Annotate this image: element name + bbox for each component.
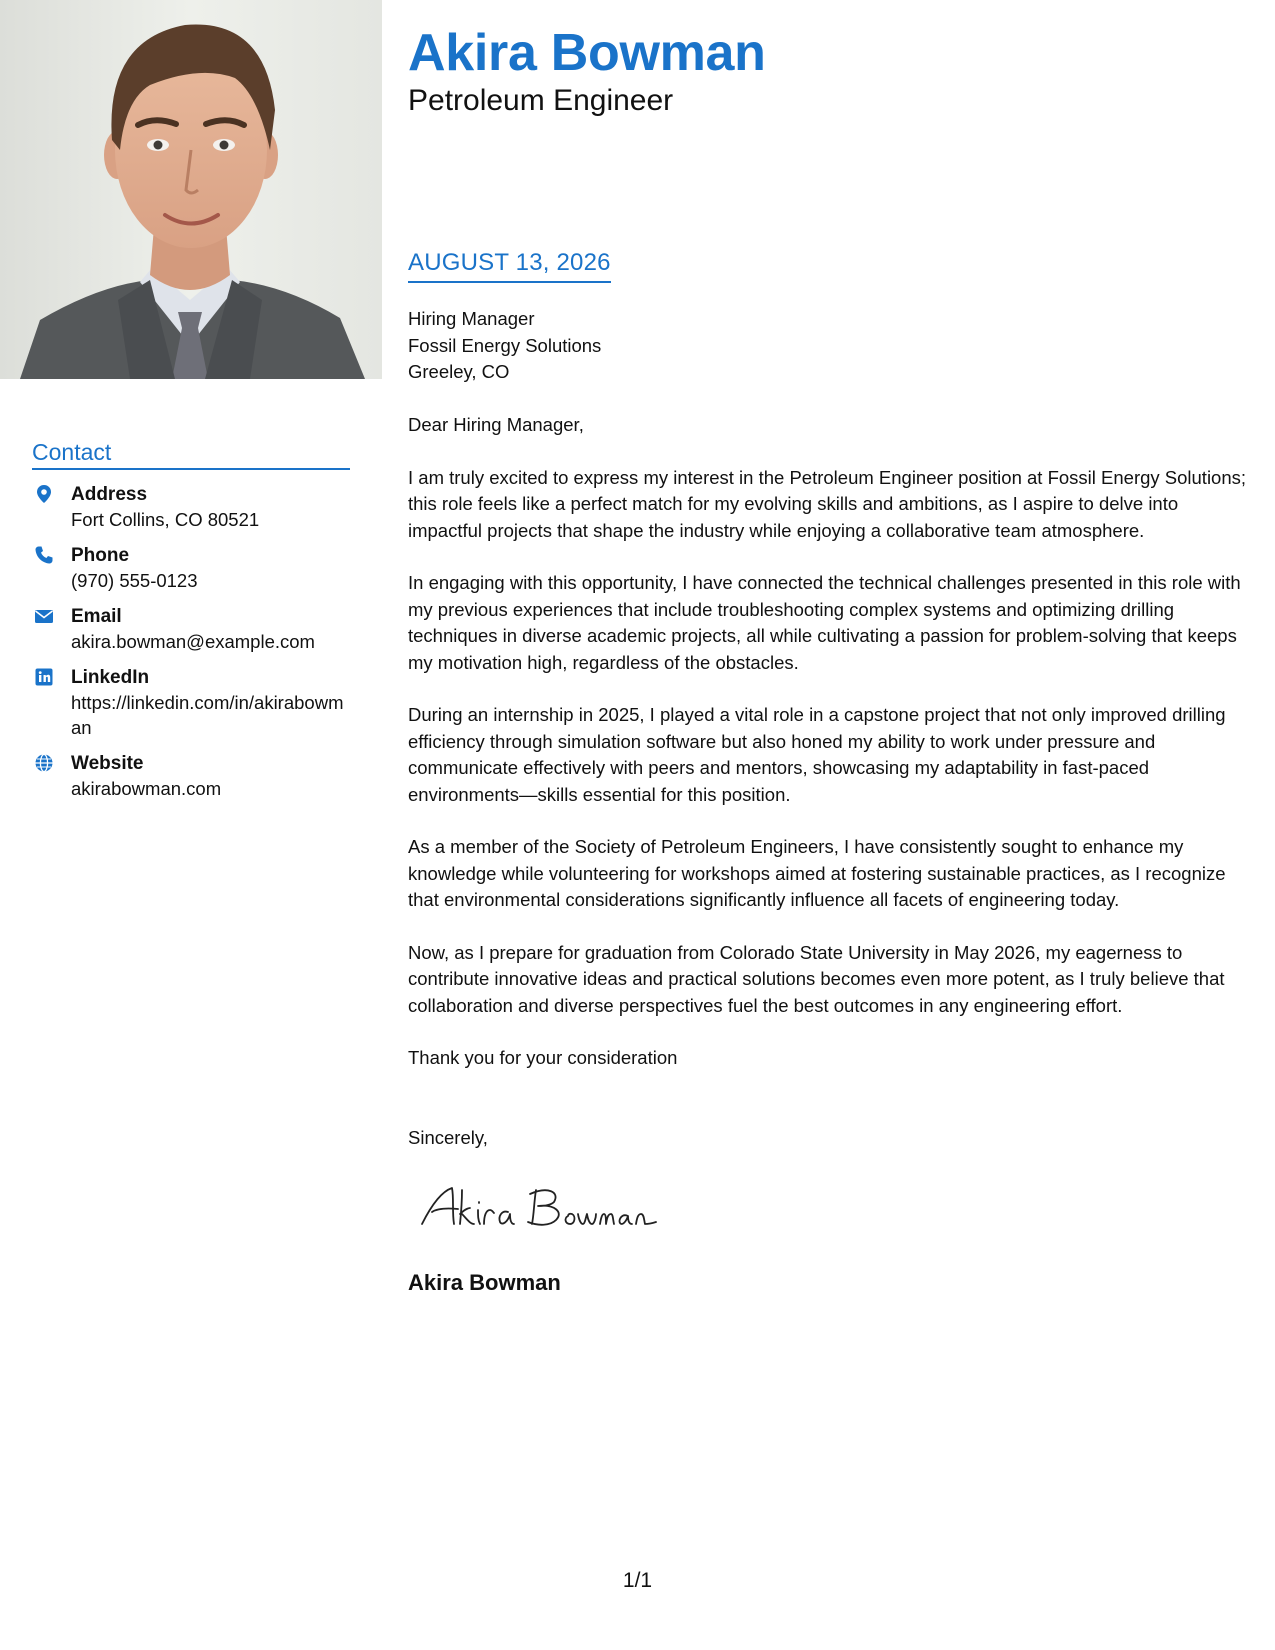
signature-image xyxy=(418,1178,668,1238)
contact-value: (970) 555-0123 xyxy=(71,570,198,591)
contact-label: Phone xyxy=(71,545,130,566)
recipient-company: Fossil Energy Solutions xyxy=(408,334,602,356)
contact-value: akira.bowman@example.com xyxy=(71,631,315,652)
candidate-name: Akira Bowman xyxy=(408,24,766,82)
greeting: Dear Hiring Manager, xyxy=(408,414,584,435)
globe-icon xyxy=(34,753,54,773)
letter-date: AUGUST 13, 2026 xyxy=(408,247,611,283)
recipient-block xyxy=(408,306,601,386)
contact-value[interactable]: https://linkedin.com/in/akirabowman xyxy=(71,692,344,738)
body-paragraph: Now, as I prepare for graduation from Colorado State University in May 2026, my eagerness to contribute innovative ideas and practical solutions becomes even more potent, as I truly believe that collaboration and diverse perspectives fuel the best outcomes in any engineering effort. xyxy=(408,941,1225,1016)
body-paragraph: In engaging with this opportunity, I have connected the technical challenges presented in this role with my previous experiences that include troubleshooting complex systems and optimizing drilling techniques in diverse academic projects, all while cultivating a passion for problem-solving that keeps my motivation high, regardless of the obstacles. xyxy=(408,572,1241,673)
contact-list xyxy=(32,482,352,812)
phone-icon xyxy=(34,545,54,565)
map-pin-icon xyxy=(34,484,54,504)
contact-value: Fort Collins, CO 80521 xyxy=(71,509,260,530)
letter-body xyxy=(408,412,1248,1098)
contact-heading: Contact xyxy=(32,437,350,470)
contact-label: LinkedIn xyxy=(71,667,150,688)
closing: Sincerely, xyxy=(408,1127,488,1148)
job-title: Petroleum Engineer xyxy=(408,84,674,117)
signer-name: Akira Bowman xyxy=(408,1270,561,1295)
contact-linkedin xyxy=(32,665,352,740)
contact-address xyxy=(32,482,352,532)
body-paragraph: As a member of the Society of Petroleum Engineers, I have consistently sought to enhance my knowledge while volunteering for workshops aimed at fostering sustainable practices, as I recognize that environmental considerations significantly influence all facets of engineering today. xyxy=(408,836,1226,910)
contact-label: Website xyxy=(71,753,144,774)
contact-value[interactable]: akirabowman.com xyxy=(71,778,222,799)
linkedin-icon xyxy=(34,667,54,687)
recipient-location: Greeley, CO xyxy=(408,361,510,382)
profile-photo xyxy=(0,0,382,379)
contact-phone xyxy=(32,543,352,593)
recipient-name: Hiring Manager xyxy=(408,308,535,329)
contact-website xyxy=(32,751,352,801)
page-number: 1/1 xyxy=(622,1569,653,1592)
thank-you-line: Thank you for your consideration xyxy=(408,1047,678,1068)
email-icon xyxy=(34,606,54,626)
contact-label: Email xyxy=(71,606,122,627)
contact-label: Address xyxy=(71,484,148,505)
contact-email xyxy=(32,604,352,654)
body-paragraph: I am truly excited to express my interest in the Petroleum Engineer position at Fossil Energy Solutions; this role feels like a perfect match for my evolving skills and ambitions, as I aspire to delve into impactful projects that shape the industry while enjoying a collaborative team atmosphere. xyxy=(408,466,1247,541)
body-paragraph: During an internship in 2025, I played a vital role in a capstone project that not only improved drilling efficiency through simulation software but also honed my ability to work under pressure and communicate effectively with peers and mentors, showcasing my adaptability in fast-paced environments—skills essential for this position. xyxy=(408,704,1226,805)
